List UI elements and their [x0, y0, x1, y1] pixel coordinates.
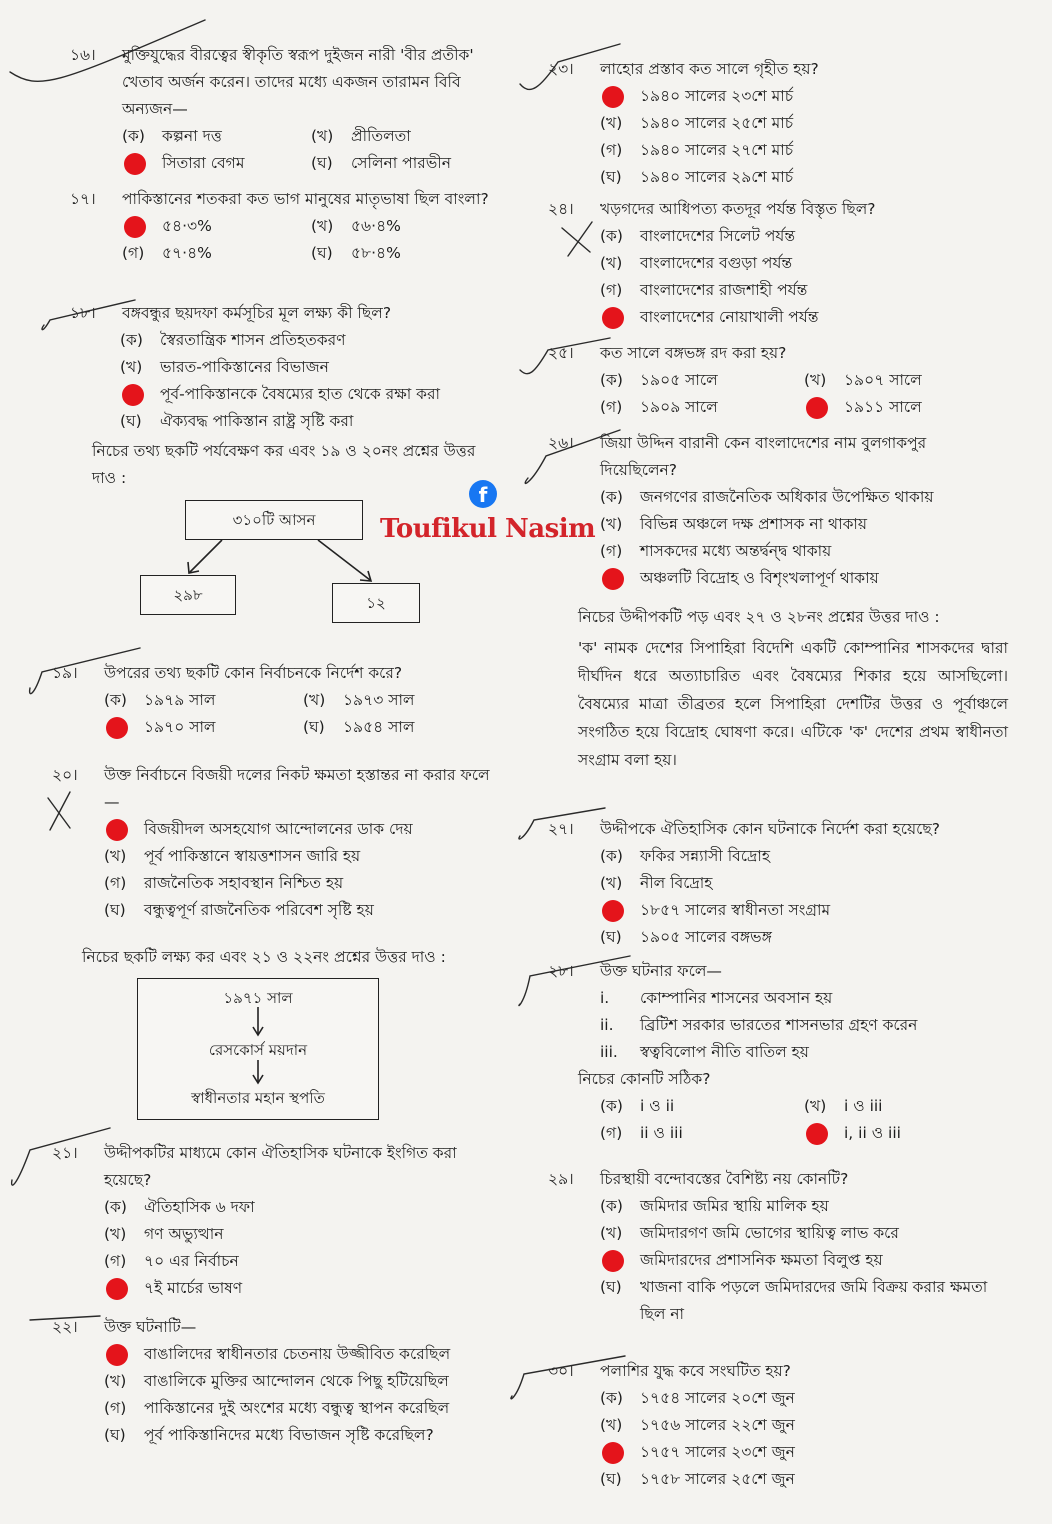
instruction-19-20: নিচের তথ্য ছকটি পর্যবেক্ষণ কর এবং ১৯ ও ২০নং প্রশ্নের উত্তর দাও :: [92, 442, 476, 487]
question-29: [548, 1166, 1008, 1328]
seat-left-box: ২৯৮: [140, 575, 236, 615]
option-c[interactable]: ১৭৫৭ সালের ২৩শে জুন: [600, 1439, 1008, 1466]
option-d[interactable]: (ঘ) পূর্ব পাকিস্তানিদের মধ্যে বিভাজন সৃষ্টি করেছিল?: [104, 1426, 434, 1444]
option-d[interactable]: অঞ্চলটি বিদ্রোহ ও বিশৃংখলাপূর্ণ থাকায়: [600, 565, 1008, 592]
option-d[interactable]: (ঘ) খাজনা বাকি পড়লে জমিদারদের জমি বিক্রয় করার ক্ষমতা ছিল না: [600, 1278, 988, 1323]
event-flow-box: [137, 978, 379, 1120]
option-a[interactable]: (ক) ফকির সন্ন্যাসী বিদ্রোহ: [600, 847, 770, 865]
option-b[interactable]: (খ) পূর্ব পাকিস্তানে স্বায়ত্তশাসন জারি হয়: [104, 847, 361, 865]
option-b[interactable]: (খ) জমিদারগণ জমি ভোগের স্থায়িত্ব লাভ করে: [600, 1224, 899, 1242]
option-c[interactable]: (গ) পাকিস্তানের দুই অংশের মধ্যে বন্ধুত্ব স্থাপন করেছিল: [104, 1399, 450, 1417]
answer-mark-icon: [106, 1344, 128, 1366]
answer-mark-icon: [122, 384, 144, 406]
option-d[interactable]: (ঘ) ৫৮·৪%: [311, 244, 401, 262]
option-c[interactable]: সিতারা বেগম: [122, 150, 311, 177]
option-b[interactable]: (খ) প্রীতিলতা: [311, 127, 411, 145]
option-d[interactable]: (ঘ) বন্ধুত্বপূর্ণ রাজনৈতিক পরিবেশ সৃষ্টি হয়: [104, 901, 374, 919]
question-number: ২২।: [52, 1318, 78, 1336]
answer-mark-icon: [602, 307, 624, 329]
option-d[interactable]: (ঘ) সেলিনা পারভীন: [311, 154, 451, 172]
question-26: [548, 430, 1008, 592]
question-number: ২১।: [52, 1144, 78, 1162]
question-number: ২৫।: [548, 344, 574, 362]
question-number: ২৮।: [548, 962, 574, 980]
option-a[interactable]: (ক) জমিদার জমির স্থায়ি মালিক হয়: [600, 1197, 829, 1215]
answer-mark-icon: [806, 397, 828, 419]
statement-ii: ii. ব্রিটিশ সরকার ভারতের শাসনভার গ্রহণ করেন: [600, 1016, 918, 1034]
option-a[interactable]: (ক) জনগণের রাজনৈতিক অধিকার উপেক্ষিত থাকায়: [600, 488, 934, 506]
option-d[interactable]: (ঘ) ঐক্যবদ্ধ পাকিস্তান রাষ্ট্র সৃষ্টি করা: [120, 412, 354, 430]
question-text: মুক্তিযুদ্ধের বীরত্বের স্বীকৃতি স্বরূপ দুইজন নারী 'বীর প্রতীক' খেতাব অর্জন করেন। তাদের মধ্যে একজন তারামন বিবি অন্যজন—: [122, 46, 474, 118]
question-number: ১৮।: [70, 304, 96, 322]
question-text: লাহোর প্রস্তাব কত সালে গৃহীত হয়?: [600, 60, 819, 78]
question-text: খড়গদের আধিপত্য কতদূর পর্যন্ত বিস্তৃত ছিল?: [600, 200, 876, 218]
stimulus-passage: 'ক' নামক দেশের সিপাহিরা বিদেশি একটি কোম্পানির শাসকদের দ্বারা দীর্ঘদিন ধরে অত্যাচারিত এবং বৈষম্যের শিকার হয়ে আসছিলো। বৈষম্যের মাত্রা তীব্রতর হলে সিপাহিরা দেশটির উত্তর ও পূর্বাঞ্চলে সংগঠিত হয়ে বিদ্রোহ ঘোষণা করে। এটিকে 'ক' দেশের প্রথম স্বাধীনতা সংগ্রাম বলা হয়।: [578, 639, 1008, 769]
option-d[interactable]: i, ii ও iii: [804, 1120, 1008, 1147]
question-text: চিরস্থায়ী বন্দোবস্তের বৈশিষ্ট্য নয় কোনটি?: [600, 1170, 849, 1188]
option-b[interactable]: (খ) গণ অভ্যুত্থান: [104, 1225, 224, 1243]
flow-year: ১৯৭১ সাল: [223, 989, 293, 1007]
question-number: ২০।: [52, 766, 78, 784]
option-b[interactable]: (খ) বিভিন্ন অঞ্চলে দক্ষ প্রশাসক না থাকায়: [600, 515, 868, 533]
option-a[interactable]: ৫৪·৩%: [122, 213, 311, 240]
flow-place: রেসকোর্স ময়দান: [208, 1041, 308, 1059]
question-21: [52, 1140, 502, 1302]
question-28: [548, 958, 1008, 1147]
question-17: [70, 186, 500, 267]
answer-mark-icon: [124, 216, 146, 238]
option-a[interactable]: (ক) স্বৈরতান্ত্রিক শাসন প্রতিহতকরণ: [120, 331, 346, 349]
arrow-right-head: [360, 571, 371, 581]
option-d[interactable]: (ঘ) ১৯০৫ সালের বঙ্গভঙ্গ: [600, 928, 772, 946]
option-c[interactable]: (গ) বাংলাদেশের রাজশাহী পর্যন্ত: [600, 281, 808, 299]
option-a[interactable]: (ক) কল্পনা দত্ত: [122, 127, 222, 145]
arrow-left-head: [188, 562, 199, 573]
option-b[interactable]: (খ) বাংলাদেশের বগুড়া পর্যন্ত: [600, 254, 793, 272]
answer-mark-icon: [106, 819, 128, 841]
option-c[interactable]: (গ) ১৯৪০ সালের ২৭শে মার্চ: [600, 141, 794, 159]
question-number: ২৪।: [548, 200, 574, 218]
answer-mark-icon: [602, 568, 624, 590]
question-19: [52, 660, 502, 741]
option-b[interactable]: (খ) ১৯৪০ সালের ২৫শে মার্চ: [600, 114, 794, 132]
option-a[interactable]: (ক) i ও ii: [600, 1097, 675, 1115]
question-text: উক্ত নির্বাচনে বিজয়ী দলের নিকট ক্ষমতা হস্তান্তর না করার ফলে—: [104, 766, 490, 811]
option-c[interactable]: (গ) শাসকদের মধ্যে অন্তর্দ্বন্দ্ব থাকায়: [600, 542, 832, 560]
arrow-right: [318, 540, 370, 580]
question-text: উক্ত ঘটনাটি—: [104, 1318, 197, 1336]
question-number: ১৭।: [70, 190, 96, 208]
question-number: ২৯।: [548, 1170, 574, 1188]
instruction-21-22: নিচের ছকটি লক্ষ্য কর এবং ২১ ও ২২নং প্রশ্নের উত্তর দাও :: [82, 948, 446, 966]
option-a[interactable]: বাঙালিদের স্বাধীনতার চেতনায় উজ্জীবিত করেছিল: [104, 1341, 502, 1368]
option-c[interactable]: জমিদারদের প্রশাসনিক ক্ষমতা বিলুপ্ত হয়: [600, 1247, 1008, 1274]
answer-mark-icon: [806, 1123, 828, 1145]
answer-mark-icon: [602, 1442, 624, 1464]
option-b[interactable]: (খ) ১৯০৭ সালে: [804, 371, 922, 389]
option-c[interactable]: ১৯৭০ সাল: [104, 714, 303, 741]
option-a[interactable]: (ক) বাংলাদেশের সিলেট পর্যন্ত: [600, 227, 796, 245]
facebook-icon: f: [469, 480, 497, 508]
option-a[interactable]: (ক) ১৭৫৪ সালের ২০শে জুন: [600, 1389, 795, 1407]
question-22: [52, 1314, 502, 1449]
question-number: ১৬।: [70, 46, 96, 64]
option-b[interactable]: (খ) ১৭৫৬ সালের ২২শে জুন: [600, 1416, 795, 1434]
question-24: [548, 196, 1008, 331]
option-b[interactable]: (খ) ৫৬·৪%: [311, 217, 401, 235]
answer-mark-icon: [106, 1278, 128, 1300]
instruction-27-28: নিচের উদ্দীপকটি পড় এবং ২৭ ও ২৮নং প্রশ্নের উত্তর দাও :: [578, 608, 940, 626]
question-prompt: নিচের কোনটি সঠিক?: [578, 1070, 711, 1088]
answer-mark-icon: [602, 86, 624, 108]
question-20: [52, 762, 502, 924]
question-text: কত সালে বঙ্গভঙ্গ রদ করা হয়?: [600, 344, 787, 362]
question-text: পাকিস্তানের শতকরা কত ভাগ মানুষের মাতৃভাষা ছিল বাংলা?: [122, 190, 489, 208]
arrow-left: [190, 540, 222, 572]
question-text: বঙ্গবন্ধুর ছয়দফা কর্মসূচির মূল লক্ষ্য কী ছিল?: [122, 304, 392, 322]
option-c[interactable]: (গ) ৭০ এর নির্বাচন: [104, 1252, 239, 1270]
option-d[interactable]: বাংলাদেশের নোয়াখালী পর্যন্ত: [600, 304, 1008, 331]
statement-i: i. কোম্পানির শাসনের অবসান হয়: [600, 989, 833, 1007]
question-text: উক্ত ঘটনার ফলে—: [600, 962, 722, 980]
option-a[interactable]: (ক) ১৯০৫ সালে: [600, 371, 718, 389]
question-text: পলাশির যুদ্ধ কবে সংঘটিত হয়?: [600, 1362, 791, 1380]
option-a[interactable]: (ক) ১৯৭৯ সাল: [104, 691, 216, 709]
option-d[interactable]: (ঘ) ১৯৫৪ সাল: [303, 718, 415, 736]
option-c[interactable]: ১৮৫৭ সালের স্বাধীনতা সংগ্রাম: [600, 897, 1008, 924]
question-27: [548, 816, 1008, 951]
question-number: ৩০।: [548, 1362, 574, 1380]
question-text: জিয়া উদ্দিন বারানী কেন বাংলাদেশের নাম বুলগাকপুর দিয়েছিলেন?: [600, 434, 927, 479]
question-30: [548, 1358, 1008, 1493]
question-text: উপরের তথ্য ছকটি কোন নির্বাচনকে নির্দেশ করে?: [104, 664, 403, 682]
seat-right-box: ১২: [332, 583, 420, 623]
option-a[interactable]: (ক) ঐতিহাসিক ৬ দফা: [104, 1198, 255, 1216]
question-text: উদ্দীপকটির মাধ্যমে কোন ঐতিহাসিক ঘটনাকে ইংগিত করা হয়েছে?: [104, 1144, 457, 1189]
option-b[interactable]: (খ) বাঙালিকে মুক্তির আন্দোলন থেকে পিছু হটিয়েছিল: [104, 1372, 449, 1390]
option-b[interactable]: (খ) i ও iii: [804, 1097, 883, 1115]
question-number: ২৬।: [548, 434, 574, 452]
question-text: উদ্দীপকে ঐতিহাসিক কোন ঘটনাকে নির্দেশ করা হয়েছে?: [600, 820, 940, 838]
question-number: ২৭।: [548, 820, 574, 838]
option-d[interactable]: (ঘ) ১৯৪০ সালের ২৯শে মার্চ: [600, 168, 794, 186]
option-c[interactable]: পূর্ব-পাকিস্তানকে বৈষম্যের হাত থেকে রক্ষা করা: [120, 381, 500, 408]
option-c[interactable]: (গ) রাজনৈতিক সহাবস্থান নিশ্চিত হয়: [104, 874, 344, 892]
flow-title: স্বাধীনতার মহান স্থপতি: [191, 1089, 325, 1107]
option-a[interactable]: ১৯৪০ সালের ২৩শে মার্চ: [600, 83, 1008, 110]
option-b[interactable]: (খ) ১৯৭৩ সাল: [303, 691, 415, 709]
option-d[interactable]: ৭ই মার্চের ভাষণ: [104, 1275, 502, 1302]
answer-mark-icon: [124, 153, 146, 175]
question-23: [548, 56, 1008, 191]
option-c[interactable]: (গ) ১৯০৯ সালে: [600, 398, 718, 416]
question-16: [70, 42, 500, 177]
option-c[interactable]: (গ) ৫৭·৪%: [122, 244, 212, 262]
option-b[interactable]: (খ) নীল বিদ্রোহ: [600, 874, 713, 892]
watermark: Toufikul Nasim: [380, 514, 596, 544]
answer-mark-icon: [602, 900, 624, 922]
answer-mark-icon: [106, 717, 128, 739]
option-a[interactable]: বিজয়ীদল অসহযোগ আন্দোলনের ডাক দেয়: [104, 816, 502, 843]
option-c[interactable]: (গ) ii ও iii: [600, 1124, 683, 1142]
answer-mark-icon: [602, 1250, 624, 1272]
statement-iii: iii. স্বত্ববিলোপ নীতি বাতিল হয়: [600, 1043, 809, 1061]
question-number: ২৩।: [548, 60, 574, 78]
option-d[interactable]: (ঘ) ১৭৫৮ সালের ২৫শে জুন: [600, 1470, 795, 1488]
question-18: [70, 300, 500, 435]
question-number: ১৯।: [52, 664, 78, 682]
seat-total-box: ৩১০টি আসন: [185, 500, 363, 540]
option-d[interactable]: ১৯১১ সালে: [804, 394, 1008, 421]
question-25: [548, 340, 1008, 421]
option-b[interactable]: (খ) ভারত-পাকিস্তানের বিভাজন: [120, 358, 329, 376]
